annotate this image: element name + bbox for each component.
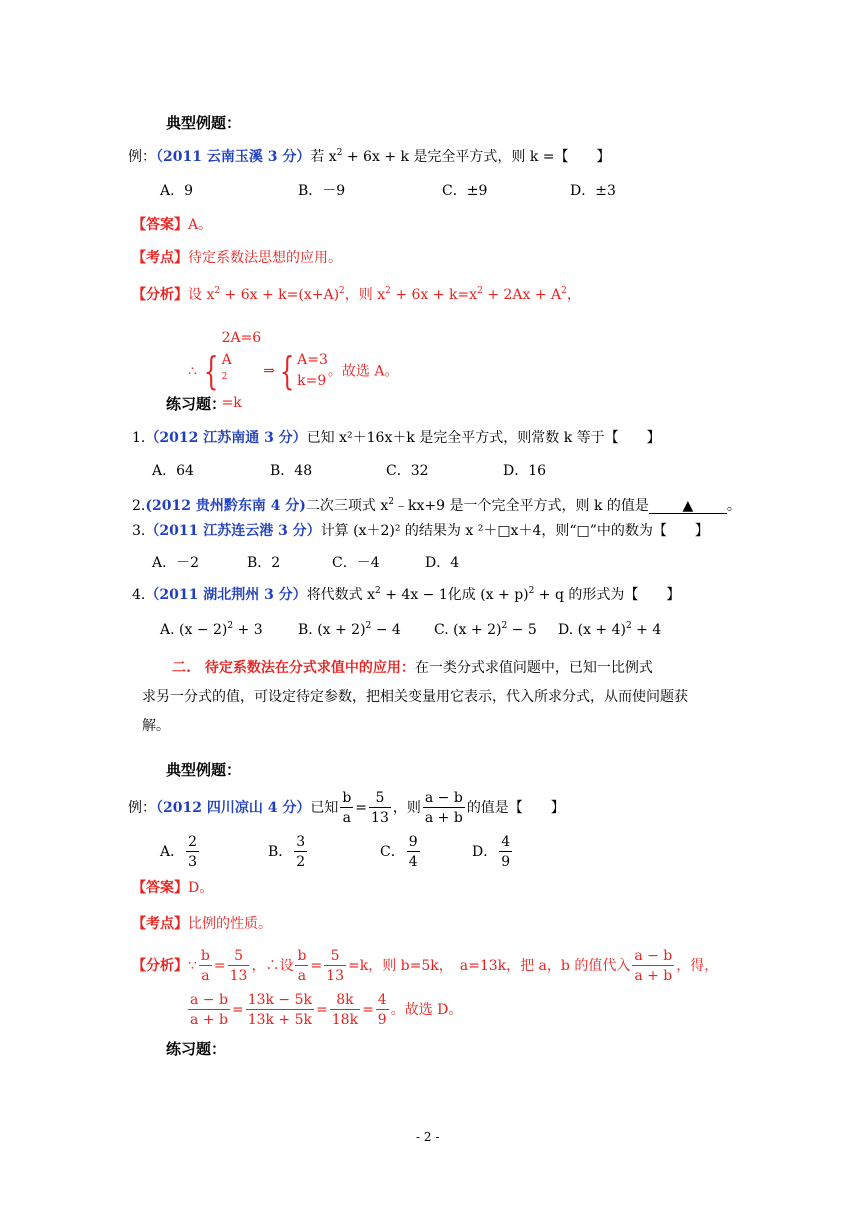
- numerator: 5: [324, 948, 346, 966]
- option-fraction: [186, 834, 199, 870]
- answer-label: 【答案】: [132, 880, 188, 896]
- fenxi-text: + 2Ax + A: [482, 287, 562, 303]
- fenxi-line-2: [132, 948, 718, 984]
- fraction-5-over-13: [369, 790, 391, 826]
- exponent: 2: [365, 621, 372, 631]
- intro-line-1: [142, 654, 732, 683]
- fraction-step-1: [246, 992, 314, 1028]
- system-term: A: [221, 351, 232, 368]
- kaodian-line-2: [132, 917, 272, 931]
- example2-option-d: [472, 834, 514, 870]
- numerator: 9: [407, 834, 420, 852]
- intro-line-2: 求另一分式的值，可设定待定参数，把相关变量用它表示，代入所求分式，从而使问题获: [142, 689, 688, 705]
- numerator: 5: [228, 948, 250, 966]
- page-number: - 2 -: [416, 1130, 440, 1144]
- fenxi-text: ，得，: [676, 958, 719, 975]
- numerator: b: [199, 948, 212, 966]
- fenxi-line: [132, 288, 581, 302]
- fenxi-text: + 6x + k=x: [390, 287, 478, 303]
- exponent: 2: [477, 286, 483, 296]
- answer-line-2: [132, 881, 213, 895]
- exponent: 2: [385, 286, 391, 296]
- denominator: 3: [188, 854, 198, 871]
- section2-title: 二. 待定系数法在分式求值中的应用：: [172, 660, 415, 676]
- fenxi-text: 设 x: [188, 287, 215, 303]
- fenxi-label: 【分析】: [132, 287, 188, 303]
- q1-option-d: D．16: [503, 463, 547, 479]
- option-text: − 5: [507, 622, 537, 638]
- answer-line: [132, 218, 212, 232]
- kaodian-line: [132, 251, 342, 265]
- fraction-target: [423, 790, 465, 826]
- question-stem: 已知 x²＋16x＋k 是完全平方式，则常数 k 等于【 】: [306, 430, 661, 446]
- denominator: a + b: [190, 1012, 228, 1029]
- intro-line-3: 解。: [142, 718, 170, 734]
- kaodian-label: 【考点】: [132, 250, 188, 266]
- question-number: 1.: [132, 430, 146, 446]
- equals-sign: =: [362, 1002, 374, 1019]
- fraction-5-over-13: [228, 948, 250, 984]
- fraction-result: [376, 992, 389, 1028]
- fraction-target: [188, 992, 230, 1028]
- example-heading-2: 典型例题：: [166, 761, 242, 779]
- exponent: 2: [221, 372, 228, 383]
- practice-question-4: [132, 588, 680, 602]
- answer-value: D。: [188, 880, 214, 896]
- practice-heading: 练习题：: [166, 395, 227, 413]
- fenxi-text: 。故选 D。: [390, 1002, 463, 1019]
- kaodian-label: 【考点】: [132, 916, 188, 932]
- denominator: 2: [296, 854, 306, 871]
- numerator: 4: [376, 992, 389, 1010]
- question-number: 3.: [132, 523, 146, 539]
- question-source: （2011 江苏连云港 3 分）: [145, 523, 321, 539]
- denominator: 4: [408, 854, 418, 871]
- q3-option-a: A．－2: [152, 555, 200, 571]
- k-symbol: k: [359, 958, 369, 975]
- numerator: a − b: [632, 948, 674, 966]
- denominator: a: [201, 968, 210, 985]
- q3-option-d: D．4: [425, 555, 460, 571]
- example-stem: 若 x: [310, 149, 337, 165]
- question-end: 。: [726, 498, 741, 514]
- example-question: [128, 150, 611, 164]
- q1-option-a: A．64: [152, 463, 194, 479]
- system-row: [222, 350, 262, 415]
- system-row: k=9: [297, 373, 327, 390]
- exponent: 2: [625, 621, 632, 631]
- fenxi-derivation: [186, 992, 462, 1028]
- implies-symbol: ⇒: [263, 363, 275, 380]
- left-brace-icon: {: [279, 349, 295, 394]
- exponent: 2: [214, 286, 221, 296]
- example-option-a: A．9: [160, 183, 194, 199]
- question-stem: + 4x − 1化成 (x + p): [380, 587, 529, 603]
- practice-question-2: [132, 499, 741, 514]
- question-stem: 二次三项式 x: [305, 498, 389, 514]
- option-text: + 3: [233, 622, 263, 638]
- numerator: 8k: [330, 992, 360, 1010]
- question-stem-rest: + q 的形式为【 】: [534, 587, 681, 603]
- q1-option-c: C．32: [386, 463, 429, 479]
- q4-option-c: [434, 623, 537, 637]
- denominator: 9: [501, 854, 511, 871]
- exponent: 2: [528, 586, 535, 596]
- option-fraction: [499, 834, 512, 870]
- option-text: + 4: [631, 622, 662, 638]
- example-option-b: B．－9: [298, 183, 346, 199]
- system-term: =k: [221, 395, 242, 412]
- system-right: [297, 350, 328, 393]
- fraction-b-over-a: [199, 948, 212, 984]
- equals-sign: =: [355, 800, 368, 817]
- option-label: C．: [380, 844, 405, 861]
- option-text: C. (x + 2): [434, 622, 502, 638]
- fraction-b-over-a: [295, 948, 308, 984]
- numerator: 5: [369, 790, 391, 808]
- question-number: 2.: [132, 498, 146, 514]
- denominator: a + b: [424, 810, 463, 827]
- option-fraction: [294, 834, 307, 870]
- option-text: A. (x − 2): [160, 622, 228, 638]
- conclusion-text: 。故选 A。: [327, 363, 399, 380]
- exponent: 2: [561, 286, 567, 296]
- denominator: a: [297, 968, 307, 985]
- exponent: 2: [501, 621, 508, 631]
- exponent: 2: [336, 148, 343, 158]
- option-fraction: [407, 834, 420, 870]
- question-source: （2011 湖北荆州 3 分）: [145, 587, 307, 603]
- answer-blank[interactable]: [649, 499, 727, 514]
- numerator: a − b: [188, 992, 230, 1010]
- denominator: a: [342, 810, 351, 827]
- example2-option-b: [268, 834, 309, 870]
- question-stem: 计算 (x＋2)² 的结果为 x ²＋□x＋4，则“□”中的数为【 】: [320, 523, 709, 539]
- fraction-5-over-13: [324, 948, 346, 984]
- fenxi-text: ，则 b=5k， a=13k，把 a，b 的值代入: [368, 958, 631, 975]
- exponent: 2: [339, 286, 345, 296]
- option-label: D．: [472, 844, 498, 861]
- exponent: 2: [375, 586, 381, 596]
- example-stem: 的值是【 】: [466, 800, 565, 817]
- q1-option-b: B．48: [270, 463, 313, 479]
- example-heading: 典型例题：: [166, 114, 242, 132]
- option-label: B．: [268, 844, 293, 861]
- q3-option-b: B．2: [247, 555, 281, 571]
- answer-label: 【答案】: [132, 217, 188, 233]
- fenxi-text: ，则 x: [344, 287, 386, 303]
- fraction-step-2: [330, 992, 360, 1028]
- equals-sign: =: [310, 958, 323, 975]
- example-source: （2012 四川凉山 4 分）: [156, 800, 311, 817]
- equals-sign: =: [347, 958, 360, 975]
- system-row: 2A=6: [221, 330, 262, 346]
- q4-option-a: [160, 623, 263, 637]
- example-option-c: C．±9: [442, 183, 488, 199]
- system-row: A=3: [297, 351, 328, 368]
- left-brace-icon: {: [204, 349, 219, 394]
- question-stem: 将代数式 x: [306, 587, 376, 603]
- fraction-target: [632, 948, 674, 984]
- denominator: 13: [371, 810, 389, 827]
- fenxi-label: 【分析】: [132, 958, 188, 975]
- fenxi-text: ，∴设: [251, 958, 294, 975]
- example-source: （2011 云南玉溪 3 分）: [156, 149, 311, 165]
- triangle-icon: ▲: [682, 498, 694, 514]
- question-stem-rest: ﹣kx+9 是一个完全平方式，则 k 的值是: [394, 498, 649, 514]
- option-text: B. (x + 2): [298, 622, 366, 638]
- option-text: D. (x + 4): [558, 622, 626, 638]
- example2-option-a: [160, 834, 201, 870]
- example-prefix: 例：: [128, 800, 156, 817]
- question-source: （2012 江苏南通 3 分）: [145, 430, 307, 446]
- q3-option-c: C．－4: [332, 555, 380, 571]
- example-stem-rest: + 6x + k 是完全平方式，则 k =【 】: [342, 149, 611, 165]
- numerator: b: [340, 790, 353, 808]
- answer-value: A。: [188, 217, 213, 233]
- example-option-d: D．±3: [570, 183, 616, 199]
- fenxi-text: ，: [566, 287, 581, 303]
- denominator: a + b: [634, 968, 673, 985]
- question-source: (2012 贵州黔东南 4 分): [145, 498, 306, 514]
- numerator: 2: [186, 834, 199, 852]
- practice-question-1: [132, 431, 661, 445]
- numerator: 13k − 5k: [246, 992, 314, 1010]
- fenxi-text: + 6x + k=(x+A): [220, 287, 340, 303]
- section2-intro: [142, 654, 732, 741]
- equals-sign: =: [231, 1002, 244, 1019]
- q4-option-d: [558, 623, 661, 637]
- example-question-2: [128, 790, 565, 826]
- example-stem: ，则: [392, 800, 421, 817]
- denominator: 18k: [331, 1012, 359, 1029]
- equals-sign: =: [213, 958, 226, 975]
- numerator: 4: [499, 834, 512, 852]
- fraction-b-over-a: [340, 790, 353, 826]
- practice-question-3: [132, 524, 709, 538]
- exponent: 2: [227, 621, 234, 631]
- question-number: 4.: [132, 587, 146, 603]
- system-left: [222, 328, 262, 415]
- numerator: 3: [294, 834, 307, 852]
- numerator: b: [295, 948, 308, 966]
- denominator: 13k + 5k: [247, 1012, 313, 1029]
- intro-text: 在一类分式求值问题中，已知一比例式: [414, 660, 653, 676]
- equals-sign: =: [316, 1002, 328, 1019]
- denominator: 9: [377, 1012, 387, 1029]
- numerator: a − b: [423, 790, 465, 808]
- kaodian-value: 待定系数法思想的应用。: [188, 250, 342, 266]
- practice-heading-2: 练习题：: [166, 1040, 227, 1058]
- therefore-symbol: ∴: [188, 363, 197, 380]
- example-prefix: 例：: [128, 149, 156, 165]
- kaodian-value: 比例的性质。: [188, 916, 272, 932]
- q4-option-b: [298, 623, 401, 637]
- because-symbol: ∵: [188, 958, 197, 975]
- denominator: 13: [326, 968, 344, 985]
- example-stem: 已知: [310, 800, 339, 817]
- option-text: − 4: [371, 622, 401, 638]
- option-label: A．: [160, 844, 185, 861]
- denominator: 13: [229, 968, 248, 985]
- example2-option-c: [380, 834, 422, 870]
- exponent: 2: [388, 497, 395, 507]
